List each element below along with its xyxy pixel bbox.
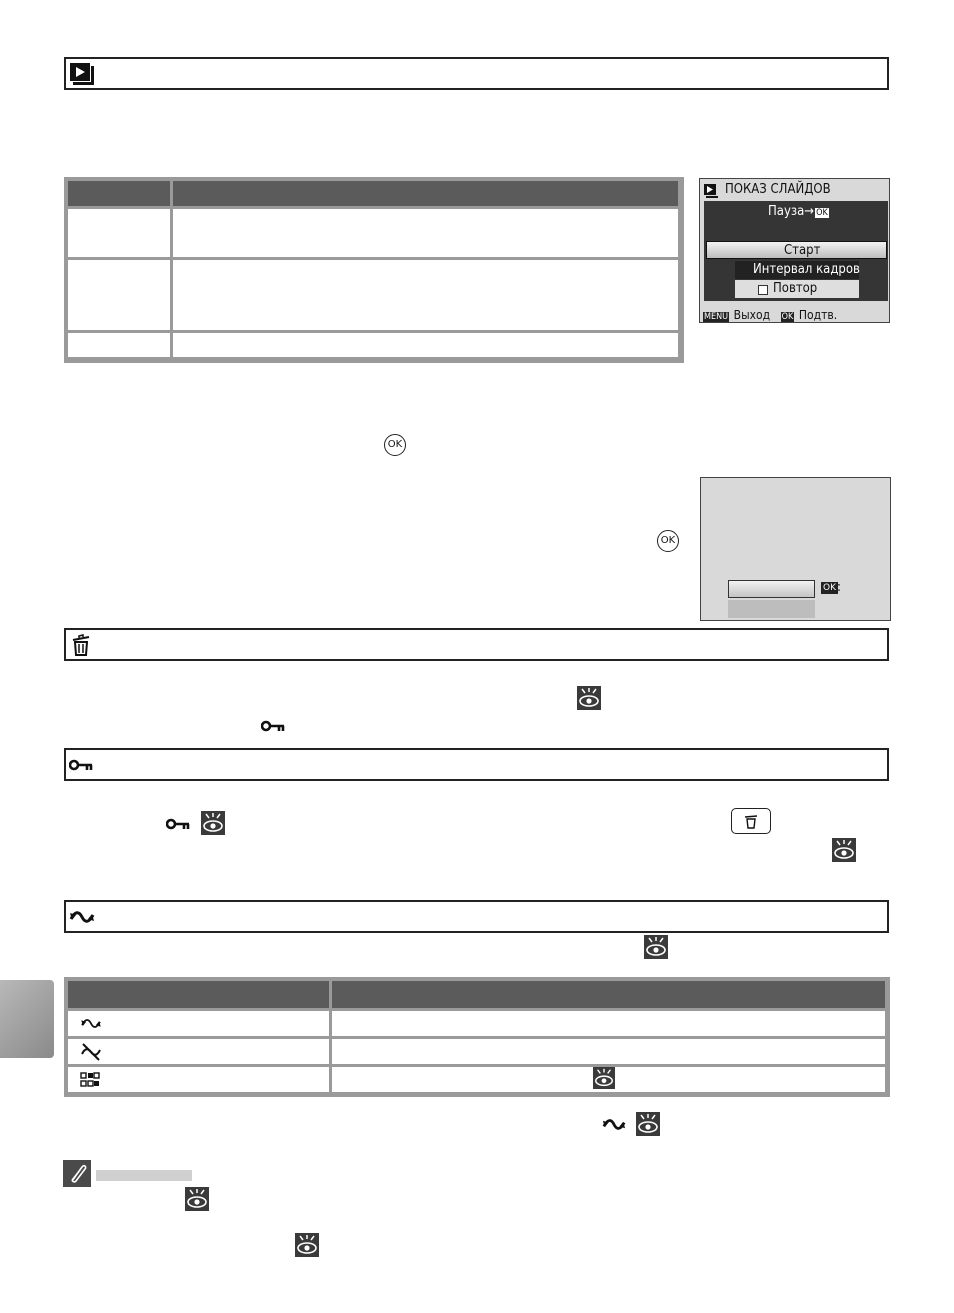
slideshow-end-screen [700,477,891,621]
transfer-options-table [64,977,890,1097]
playback-menu-icon [69,62,95,86]
start-option[interactable]: Старт [706,241,887,259]
screen-footer [703,304,837,320]
section-bar-playback [64,57,889,90]
protect-key-icon [69,759,93,771]
table-row [68,1067,329,1092]
table-row [68,209,170,257]
table-header-col1 [68,181,170,206]
frame-interval-option[interactable]: Интервал кадров [735,261,859,279]
see-page-icon [185,1187,209,1211]
transfer-icon [602,1117,626,1132]
chapter-tab [0,980,54,1058]
section-bar-protect [64,748,889,781]
see-page-icon [295,1233,319,1257]
see-page-icon [832,838,856,862]
screen-title: ПОКАЗ СЛАЙДОВ [725,182,831,197]
unselected-option[interactable] [728,600,815,618]
note-title-bar [96,1170,192,1181]
protect-key-icon [261,720,285,732]
transfer-off-icon [80,1042,102,1062]
delete-button-icon [731,808,771,834]
table-row [332,1011,885,1036]
menu-badge: MENU [704,312,729,322]
playback-menu-icon [703,183,719,199]
highlighted-option[interactable] [728,580,815,598]
table-row [332,1067,885,1092]
trash-icon [69,633,93,657]
transfer-icon [69,909,95,925]
ok-badge: OK [781,312,794,322]
table-row [173,260,678,330]
exit-label: Выход [733,308,771,322]
table-header-col2 [332,981,885,1008]
note-icon [63,1160,91,1187]
table-row [68,260,170,330]
repeat-option[interactable]: Повтор [735,280,859,298]
trash-icon [744,813,758,829]
protect-key-icon [166,818,190,830]
section-bar-delete [64,628,889,661]
see-page-icon [593,1067,615,1089]
table-row [173,209,678,257]
slideshow-options-table [64,177,684,363]
repeat-checkbox[interactable] [758,285,768,295]
table-row [332,1039,885,1064]
confirm-label: Подтв. [798,308,838,322]
table-row [68,1011,329,1036]
ok-badge: OK [823,583,836,593]
table-row [68,333,170,357]
table-header-col2 [173,181,678,206]
table-row [68,1039,329,1064]
table-row [173,333,678,357]
see-page-icon [644,935,668,959]
ok-badge: OK [816,208,828,218]
ok-button-icon: OK [657,530,679,552]
select-images-icon [80,1072,100,1087]
paperclip-icon [67,1163,87,1184]
section-bar-transfer [64,900,889,933]
see-page-icon [577,686,601,710]
ok-button-icon: OK [384,434,406,456]
see-page-icon [636,1112,660,1136]
slideshow-menu-screen [699,178,890,323]
table-header-col1 [68,981,329,1008]
see-page-icon [201,811,225,835]
transfer-icon [80,1017,102,1030]
pause-hint: Пауза→ OK [768,204,828,219]
ok-colon: : [837,580,841,595]
